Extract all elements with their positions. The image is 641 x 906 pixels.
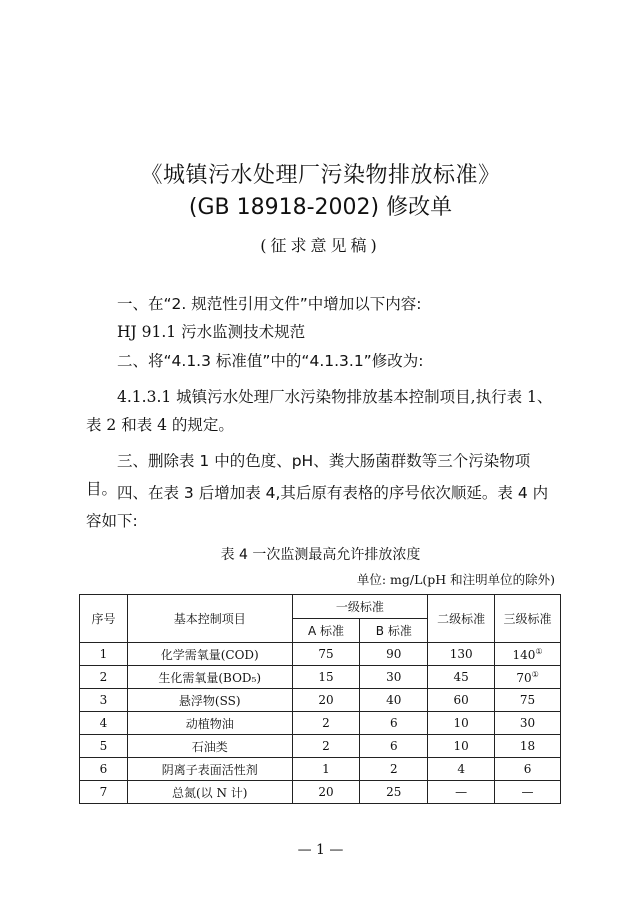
cell-grade1-a: 1 (292, 758, 360, 781)
cell-grade3: 30 (495, 712, 561, 735)
cell-grade3: 18 (495, 735, 561, 758)
paragraph-5: 三、删除表 1 中的色度、pH、粪大肠菌群数等三个污染物项目。 (86, 452, 531, 498)
cell-grade1-b: 40 (360, 689, 428, 712)
header-grade3: 三级标准 (495, 595, 561, 643)
cell-item: 总氮(以 N 计) (127, 781, 292, 804)
header-item: 基本控制项目 (127, 595, 292, 643)
cell-grade2: 45 (428, 666, 495, 689)
cell-no: 4 (80, 712, 128, 735)
document-title: 《城镇污水处理厂污染物排放标准》 (140, 163, 501, 188)
cell-item: 石油类 (127, 735, 292, 758)
page-number: — 1 — (297, 842, 344, 858)
table-row (80, 712, 561, 735)
cell-no: 2 (80, 666, 128, 689)
cell-item: 动植物油 (127, 712, 292, 735)
paragraph-3: 二、将“4.1.3 标准值”中的“4.1.3.1”修改为: (117, 352, 424, 370)
header-grade1-a: A 标准 (292, 619, 360, 643)
header-no: 序号 (80, 595, 128, 643)
cell-grade3-value: 140 (512, 647, 536, 662)
cell-grade1-a: 20 (292, 781, 360, 804)
cell-grade3 (495, 666, 561, 689)
table-unit-note: 单位: mg/L(pH 和注明单位的除外) (356, 572, 555, 587)
table-row (80, 666, 561, 689)
cell-grade1-a: 75 (292, 643, 360, 666)
table-caption: 表 4 一次监测最高允许排放浓度 (220, 547, 421, 563)
cell-item: 化学需氧量(COD) (127, 643, 292, 666)
cell-grade2: — (428, 781, 495, 804)
cell-grade3: 75 (495, 689, 561, 712)
header-grade1: 一级标准 (292, 595, 428, 619)
cell-grade2: 10 (428, 712, 495, 735)
cell-grade1-b: 6 (360, 712, 428, 735)
cell-grade3: 6 (495, 758, 561, 781)
cell-no: 7 (80, 781, 128, 804)
cell-grade3: — (495, 781, 561, 804)
cell-no: 1 (80, 643, 128, 666)
table-row (80, 735, 561, 758)
cell-grade1-b: 30 (360, 666, 428, 689)
table-row (80, 781, 561, 804)
emission-limits-table (79, 594, 561, 804)
footnote-marker: ① (535, 646, 543, 656)
document-subtitle: (征求意见稿) (260, 236, 381, 255)
paragraph-4: 4.1.3.1 城镇污水处理厂水污染物排放基本控制项目,执行表 1、表 2 和表 4 的规定。 (86, 388, 553, 434)
cell-grade2: 60 (428, 689, 495, 712)
cell-grade1-a: 2 (292, 712, 360, 735)
cell-grade1-b: 25 (360, 781, 428, 804)
cell-grade1-a: 20 (292, 689, 360, 712)
paragraph-6: 四、在表 3 后增加表 4,其后原有表格的序号依次顺延。表 4 内容如下: (86, 484, 549, 530)
cell-item: 悬浮物(SS) (127, 689, 292, 712)
cell-item: 阴离子表面活性剂 (127, 758, 292, 781)
cell-grade1-a: 15 (292, 666, 360, 689)
cell-grade2: 130 (428, 643, 495, 666)
cell-no: 6 (80, 758, 128, 781)
cell-item: 生化需氧量(BOD₅) (127, 666, 292, 689)
cell-grade1-b: 90 (360, 643, 428, 666)
cell-grade1-b: 6 (360, 735, 428, 758)
cell-grade1-b: 2 (360, 758, 428, 781)
table-row (80, 643, 561, 666)
paragraph-2: HJ 91.1 污水监测技术规范 (117, 323, 306, 341)
cell-grade3 (495, 643, 561, 666)
header-grade1-b: B 标准 (360, 619, 428, 643)
cell-grade2: 10 (428, 735, 495, 758)
cell-no: 5 (80, 735, 128, 758)
footnote-marker: ① (531, 669, 539, 679)
paragraph-1: 一、在“2. 规范性引用文件”中增加以下内容: (117, 295, 422, 313)
cell-grade2: 4 (428, 758, 495, 781)
document-title-standard-number: (GB 18918-2002) 修改单 (188, 195, 453, 220)
cell-grade3-value: 70 (516, 670, 532, 685)
header-grade2: 二级标准 (428, 595, 495, 643)
cell-grade1-a: 2 (292, 735, 360, 758)
table-row (80, 689, 561, 712)
cell-no: 3 (80, 689, 128, 712)
table-row (80, 758, 561, 781)
